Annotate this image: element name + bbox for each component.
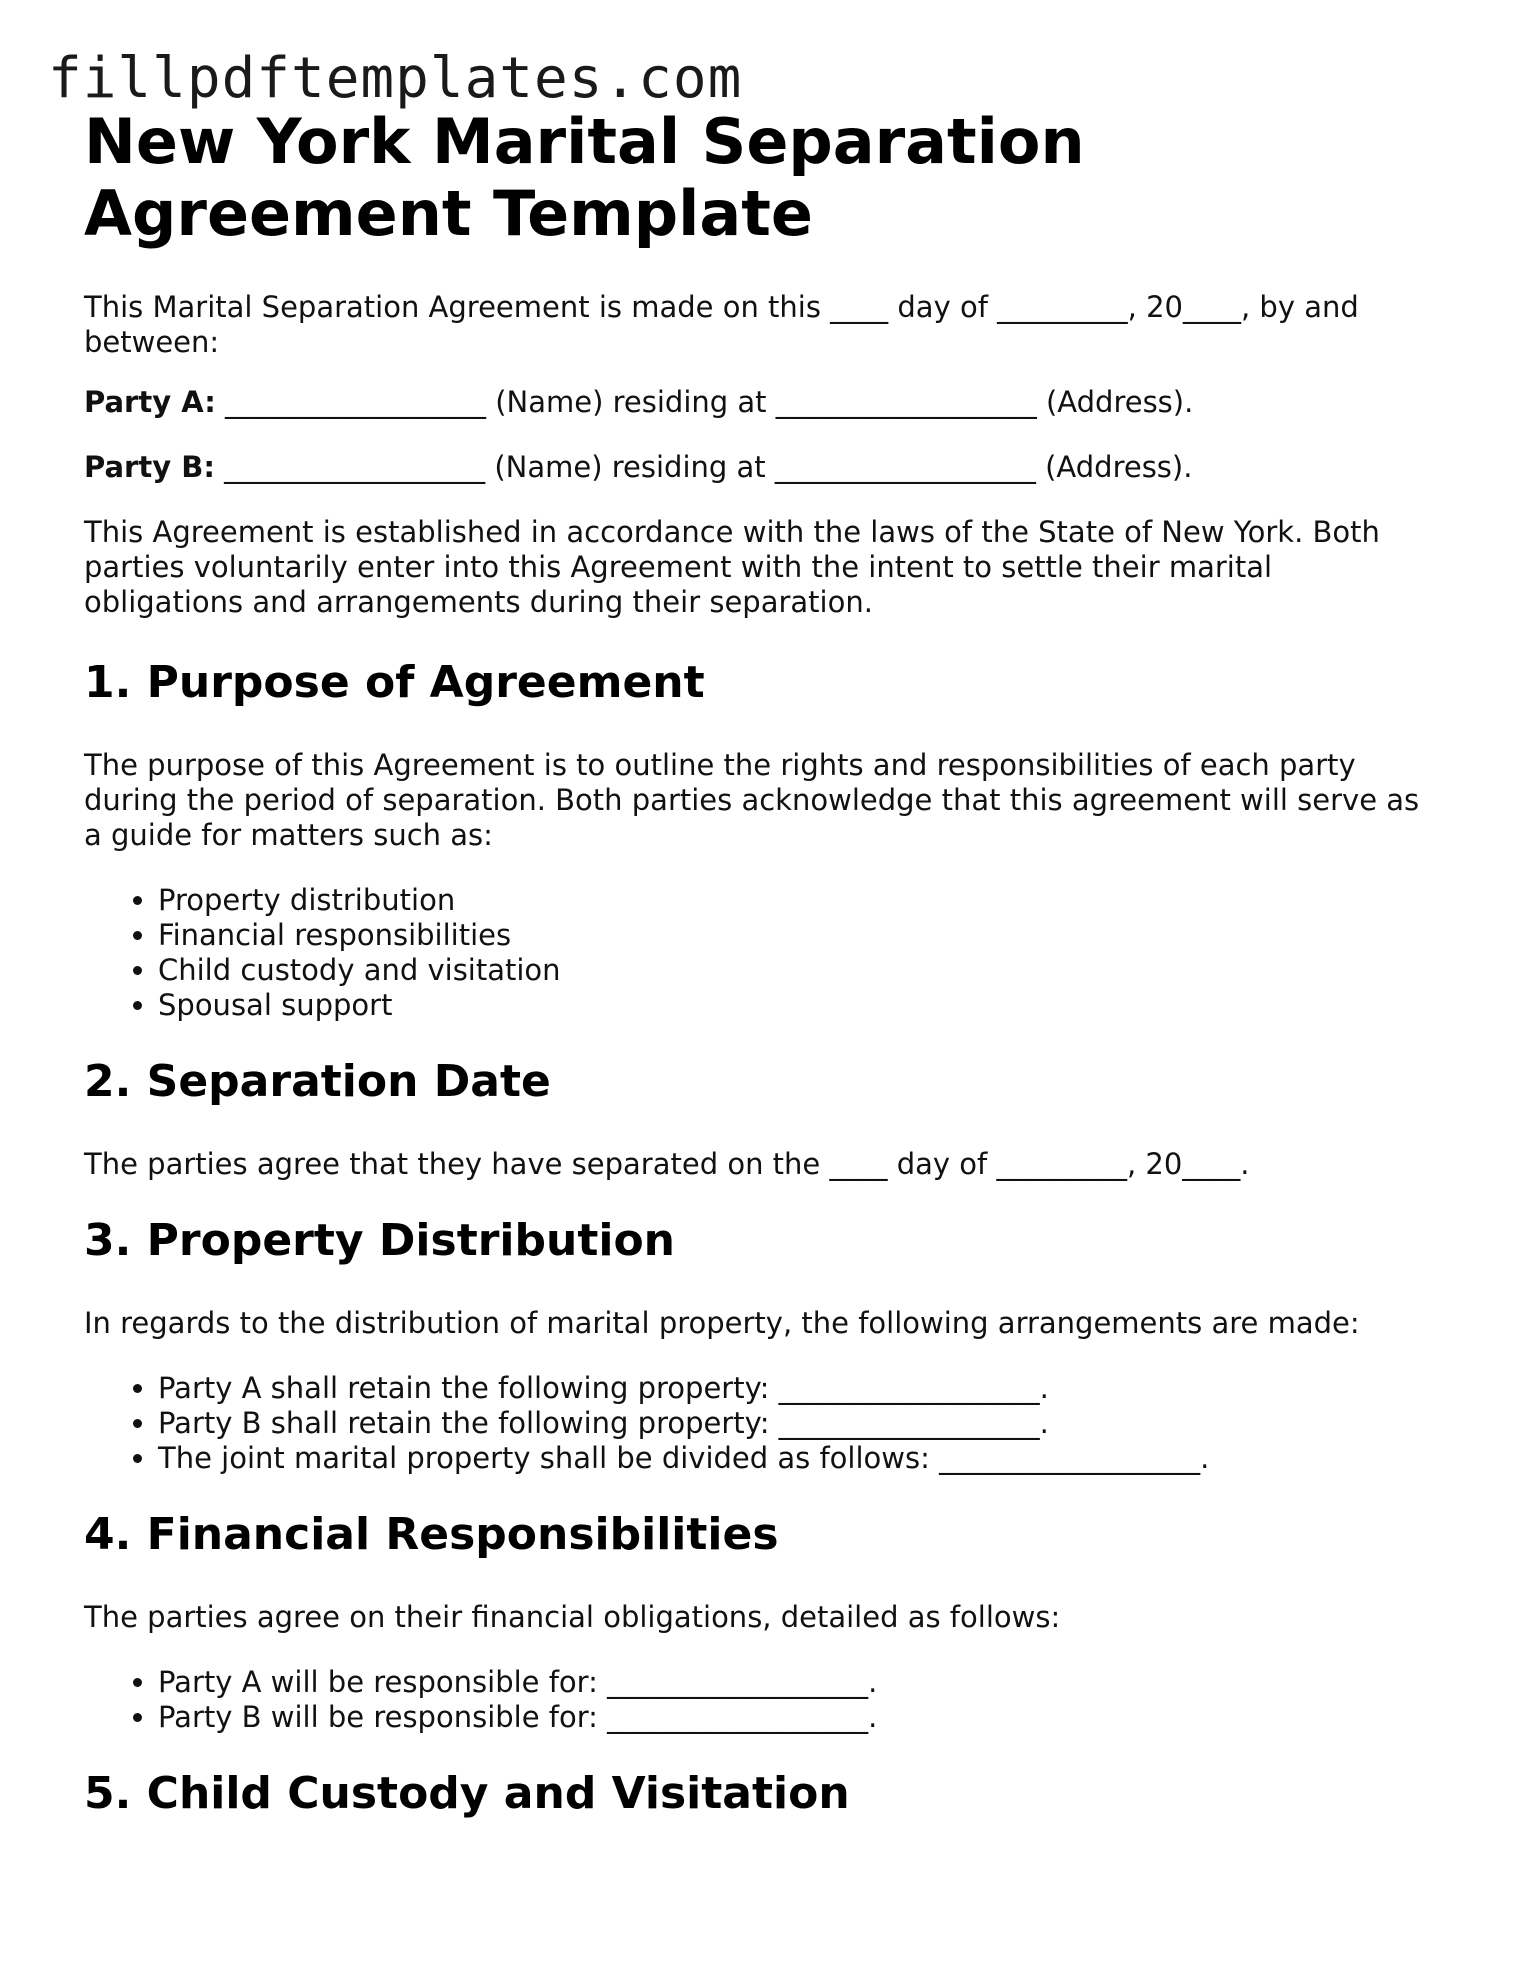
- party-b-label: Party B:: [84, 450, 215, 484]
- section-financial-text: The parties agree on their financial obligations, detailed as follows:: [84, 1600, 1061, 1634]
- document-page: [84, 106, 1434, 1821]
- list-item: • Party A will be responsible for: __________________.: [158, 1665, 1434, 1700]
- section-purpose-text: The purpose of this Agreement is to outline the rights and responsibilities of each party during the period of separation. Both parties acknowledge that this agreement will serve as a guide for matters such as:: [84, 748, 1420, 852]
- section-separation-date-text: The parties agree that they have separated on the ____ day of _________, 20____.: [84, 1147, 1250, 1181]
- watermark: fillpdftemplates.com: [48, 46, 743, 111]
- list-item: • Property distribution: [158, 883, 1434, 918]
- laws-paragraph: This Agreement is established in accordance with the laws of the State of New York. Both parties voluntarily enter into this Agreement with the intent to settle their marital obligations and arrangements during their separation.: [84, 515, 1380, 619]
- party-a-fields: __________________ (Name) residing at __________________ (Address).: [215, 385, 1194, 419]
- document-title: New York Marital Separation Agreement Template: [84, 105, 1085, 250]
- party-a-line: [84, 385, 1434, 420]
- party-b-fields: __________________ (Name) residing at __________________ (Address).: [214, 450, 1193, 484]
- financial-list: [84, 1665, 1434, 1735]
- property-list: [84, 1371, 1434, 1476]
- section-heading-separation-date: 2. Separation Date: [84, 1056, 551, 1107]
- party-b-line: [84, 450, 1434, 485]
- list-item: • Child custody and visitation: [158, 953, 1434, 988]
- list-item: • Spousal support: [158, 988, 1434, 1023]
- section-heading-custody: 5. Child Custody and Visitation: [84, 1768, 850, 1819]
- section-heading-financial: 4. Financial Responsibilities: [84, 1509, 779, 1560]
- party-a-label: Party A:: [84, 385, 216, 419]
- list-item: • Party A shall retain the following property: __________________.: [158, 1371, 1434, 1406]
- list-item: • Financial responsibilities: [158, 918, 1434, 953]
- list-item: • The joint marital property shall be divided as follows: __________________.: [158, 1441, 1434, 1476]
- list-item: • Party B shall retain the following property: __________________.: [158, 1406, 1434, 1441]
- section-property-text: In regards to the distribution of marital property, the following arrangements are made:: [84, 1306, 1360, 1340]
- section-heading-property: 3. Property Distribution: [84, 1215, 675, 1266]
- purpose-list: [84, 883, 1434, 1023]
- list-item: • Party B will be responsible for: __________________.: [158, 1700, 1434, 1735]
- intro-paragraph: This Marital Separation Agreement is made on this ____ day of _________, 20____, by and between:: [84, 290, 1359, 359]
- section-heading-purpose: 1. Purpose of Agreement: [84, 657, 705, 708]
